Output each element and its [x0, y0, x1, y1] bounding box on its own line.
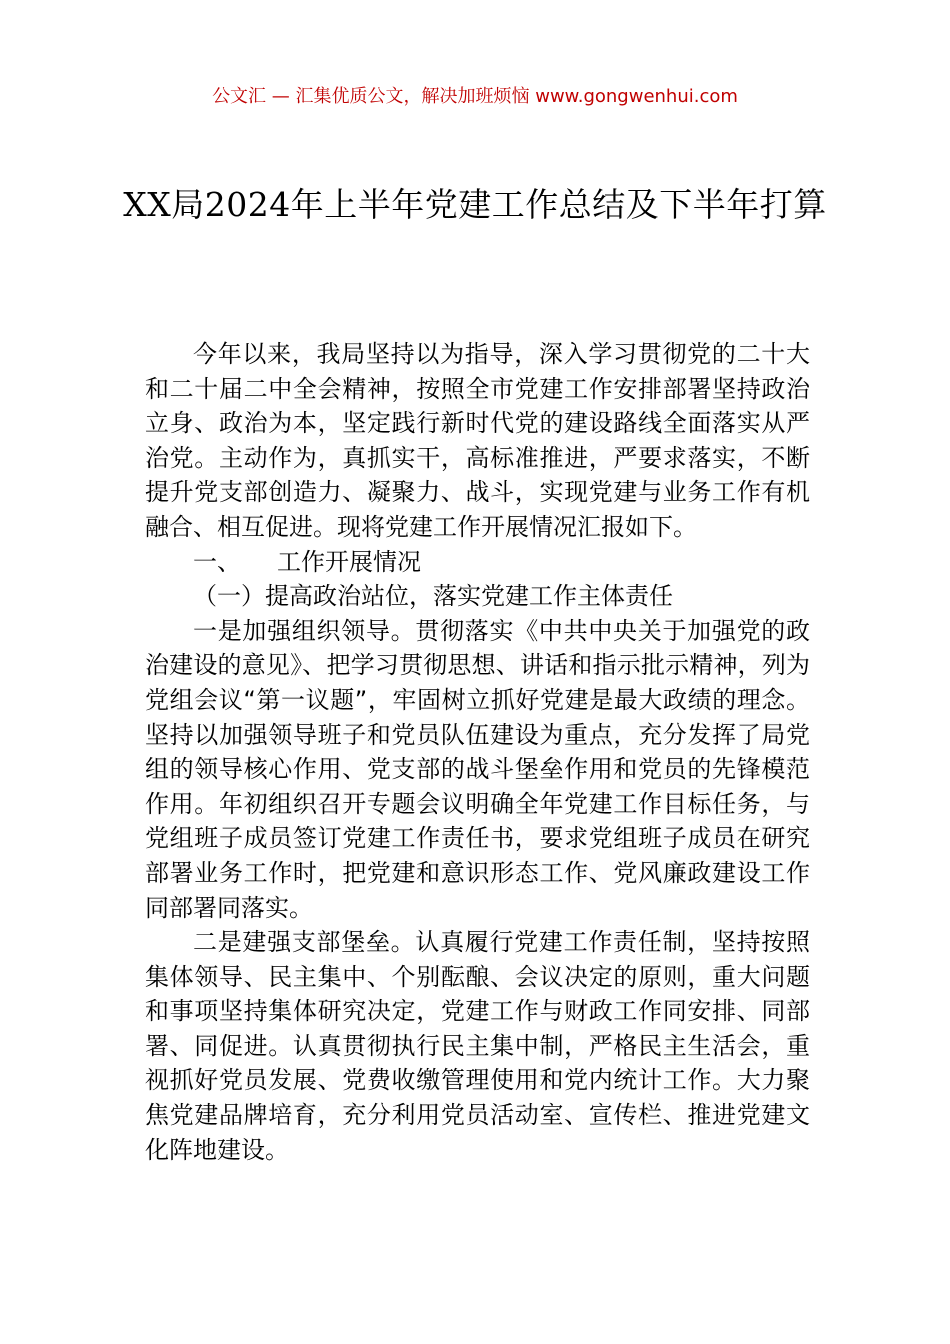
- body-paragraph-1: 一是加强组织领导。贯彻落实《中共中央关于加强党的政治建设的意见》、把学习贯彻思想、讲话和指示批示精神，列为党组会议“第一议题”，牢固树立抓好党建是最大政绩的理念。坚持以加强领导班子和党员队伍建设为重点，充分发挥了局党组的领导核心作用、党支部的战斗堡垒作用和党员的先锋模范作用。年初组织召开专题会议明确全年党建工作目标任务，与党组班子成员签订党建工作责任书，要求党组班子成员在研究部署业务工作时，把党建和意识形态工作、党风廉政建设工作同部署同落实。: [145, 616, 810, 922]
- watermark-header: 公文汇 — 汇集优质公文，解决加班烦恼 www.gongwenhui.com: [212, 86, 738, 107]
- subsection-heading: （一）提高政治站位，落实党建工作主体责任: [193, 582, 673, 611]
- section-title: 工作开展情况: [277, 547, 421, 576]
- intro-paragraph: 今年以来，我局坚持以为指导，深入学习贯彻党的二十大和二十届二中全会精神，按照全市党建工作安排部署坚持政治立身、政治为本，坚定践行新时代党的建设路线全面落实从严治党。主动作为，真抓实干，高标准推进，严要求落实，不断提升党支部创造力、凝聚力、战斗，实现党建与业务工作有机融合、相互促进。现将党建工作开展情况汇报如下。: [145, 340, 810, 541]
- body-paragraph-2: 二是建强支部堡垒。认真履行党建工作责任制，坚持按照集体领导、民主集中、个别酝酿、会议决定的原则，重大问题和事项坚持集体研究决定，党建工作与财政工作同安排、同部署、同促进。认真贯彻执行民主集中制，严格民主生活会，重视抓好党员发展、党费收缴管理使用和党内统计工作。大力聚焦党建品牌培育，充分利用党员活动室、宣传栏、推进党建文化阵地建设。: [145, 928, 810, 1164]
- section-number: 一、: [193, 547, 241, 576]
- section-heading: [145, 545, 810, 580]
- document-title: XX局2024年上半年党建工作总结及下半年打算: [123, 185, 827, 224]
- document-body: [145, 337, 810, 1167]
